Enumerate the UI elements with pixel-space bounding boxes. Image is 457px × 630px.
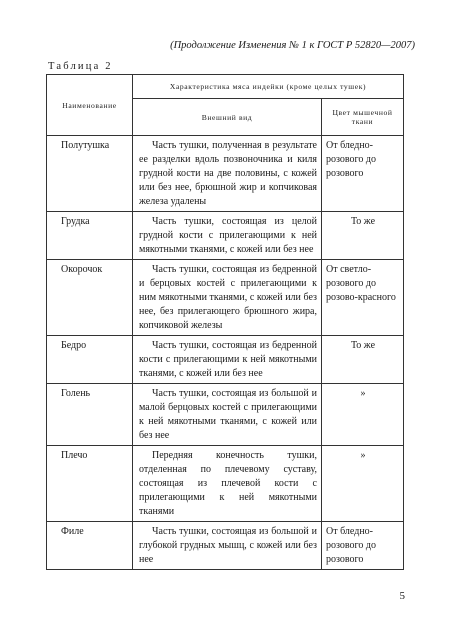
row-color: От светло-розового до розово-красного (322, 260, 404, 336)
row-name: Бедро (47, 336, 133, 384)
table-row (47, 522, 404, 570)
row-name: Грудка (47, 212, 133, 260)
row-color: От бледно-розового до розового (322, 522, 404, 570)
row-name: Окорочок (47, 260, 133, 336)
row-appearance: Передняя конечность тушки, отделенная по плечевому суставу, состоящая из плечевой кости с прилегающими к ней мякотными тканями (133, 446, 322, 522)
row-name: Полутушка (47, 136, 133, 212)
row-appearance: Часть тушки, состоящая из большой и глубокой грудных мышц, с кожей или без нее (133, 522, 322, 570)
table-row (47, 212, 404, 260)
row-name: Филе (47, 522, 133, 570)
running-header: (Продолжение Изменения № 1 к ГОСТ Р 52820—2007) (170, 40, 415, 51)
row-appearance: Часть тушки, состоящая из бедренной и берцовых костей с прилегающими к ним мякотными тканями, с кожей или без нее, без прилегающего брюшного жира, копчиковой железы (133, 260, 322, 336)
row-appearance: Часть тушки, состоящая из большой и малой берцовых костей с прилегающими к ней мякотными тканями, с кожей или без нее (133, 384, 322, 446)
row-color: » (322, 446, 404, 522)
row-color: То же (322, 212, 404, 260)
row-name: Плечо (47, 446, 133, 522)
column-header-appearance: Внешний вид (133, 99, 322, 136)
table-row (47, 260, 404, 336)
row-appearance: Часть тушки, полученная в результате ее разделки вдоль позвоночника и киля грудной кости на две половины, с кожей или без нее, брюшной жир и копчиковая железа удалены (133, 136, 322, 212)
row-name: Голень (47, 384, 133, 446)
row-color: От бледно-розового до розового (322, 136, 404, 212)
row-color: » (322, 384, 404, 446)
table-row (47, 136, 404, 212)
row-appearance: Часть тушки, состоящая из бедренной кости с прилегающими к ней мякотными тканями, с кожей или без нее (133, 336, 322, 384)
table-row (47, 336, 404, 384)
column-header-name: Наименование (47, 75, 133, 136)
table-title: Таблица 2 (48, 61, 113, 72)
row-color: То же (322, 336, 404, 384)
table-row (47, 384, 404, 446)
meat-characteristics-table (46, 74, 404, 570)
row-appearance: Часть тушки, состоящая из целой грудной кости с прилегающими к ней мякотными тканями, с кожей или без нее (133, 212, 322, 260)
table-row (47, 446, 404, 522)
column-group-header: Характеристика мяса индейки (кроме целых тушек) (133, 75, 404, 99)
column-header-muscle-color: Цвет мышечной ткани (322, 99, 404, 136)
page-number: 5 (399, 590, 405, 602)
